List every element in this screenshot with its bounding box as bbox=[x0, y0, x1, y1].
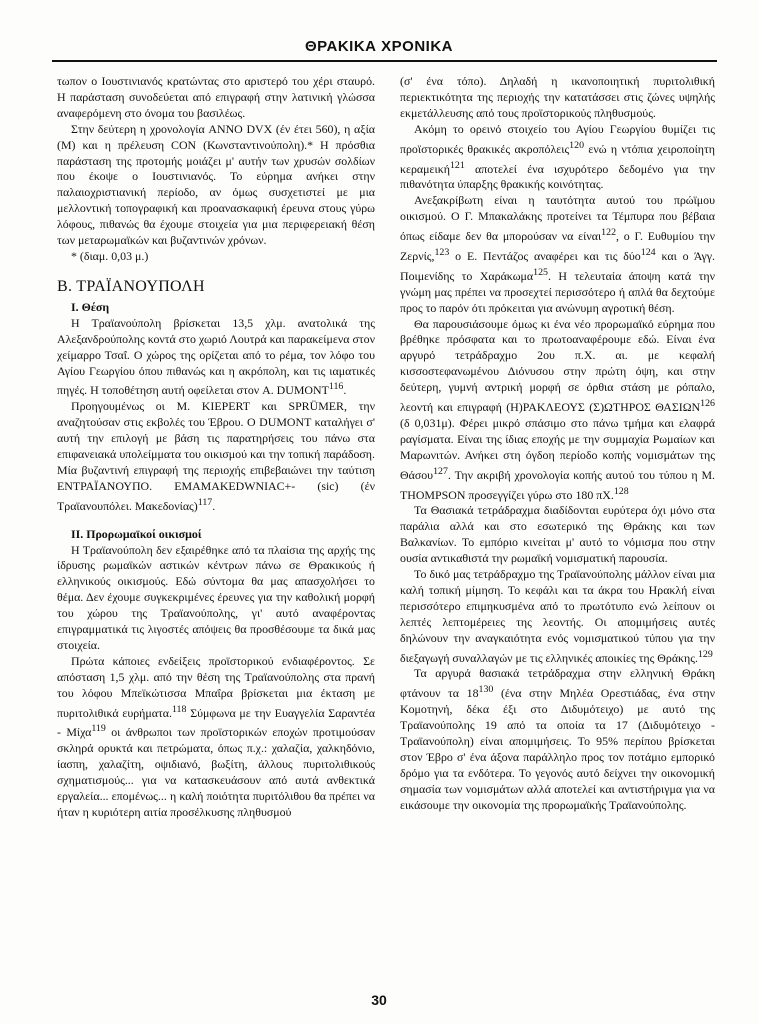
footnote-ref: 124 bbox=[640, 246, 656, 258]
footnote-ref: 125 bbox=[533, 266, 548, 278]
footnote-ref: 123 bbox=[434, 246, 450, 258]
section-title: Β. ΤΡΑΪΑΝΟΥΠΟΛΗ bbox=[57, 277, 205, 295]
right-column bbox=[400, 74, 715, 814]
paragraph: Το δικό μας τετράδραχμο της Τραϊανούπολης μάλλον είναι μια καλή τοπική μίμηση. Το κεφάλι και τα άκρα του Ηρακλή είναι περισσότερο επιμηκυσμένα από το πρωτότυπο ενώ λείπουν οι λεπτές λεπτομέρειες της λεοντής. Οι απομιμήσεις αυτές δηλώνουν την αναγκαιότητα ενός νομισματικού τύπου για την διεξαγωγή συναλλαγών με τις ελληνικές αποικίες της Θράκης.$^{129}$ bbox=[400, 567, 715, 665]
footnote-ref: 130 bbox=[478, 684, 494, 696]
footnote-ref: 129 bbox=[697, 648, 713, 660]
footnote-ref: 127 bbox=[433, 465, 448, 477]
footnote-ref: 120 bbox=[569, 139, 585, 151]
subsection-heading: Ι. Θέση bbox=[71, 299, 110, 314]
paragraph: Η Τραϊανούπολη βρίσκεται 13,5 χλμ. ανατολικά της Αλεξανδρούπολης κοντά στο χωριό Λουτρά και παρακείμενα στον χείμαρρο Τσαΐ. Ο χώρος της ορίζεται από το ρέμα, τον λόφο του Αγίου Γεωργίου όπου πιθανώς και η ακρόπολη, και τις ιαματικές πηγές. Η τοποθέτηση αυτή οφείλεται στον A. DUMONT$^{116}$. bbox=[57, 315, 375, 398]
footnote-ref: 117 bbox=[197, 496, 213, 508]
paragraph: (σ' ένα τόπο). Δηλαδή η ικανοποιητική πυριτολιθική περιεκτικότητα της περιοχής την κατατάσσει στις ζώνες υψηλής εκμετάλλευσης από τους προϊστορικούς πληθυσμούς. bbox=[400, 74, 715, 120]
footnote-ref: 118 bbox=[171, 703, 187, 715]
footnote-ref: 126 bbox=[700, 398, 715, 410]
paragraph: Ανεξακρίβωτη είναι η ταυτότητα αυτού του πρώϊμου οικισμού. Ο Γ. Μπακαλάκης προτείνει τα Τέμπυρα που βέβαια όπως είδαμε δεν θα μπορούσαν να είναι$^{122}$, ο Γ. Ευθυμίου την Ζερνίς,$^{123}$ ο Ε. Πεντάζος αναφέρει και τις δύο$^{124}$ και ο Άγγ. Ποιμενίδης το Χαράκωμα$^{125}$. Η τελευταία άποψη κατά την γνώμη μας πρέπει να προσεχτεί περισσότερο ή απλά θα δεχτούμε προς το παρόν ότι πρόκειται για ανώνυμη αγροτική θέση. bbox=[400, 193, 715, 315]
footnote-ref: 122 bbox=[601, 227, 617, 239]
paragraph: Ακόμη το ορεινό στοιχείο του Αγίου Γεωργίου θυμίζει τις προϊστορικές θρακικές ακροπόλεις$^{120}$ ενώ η ντόπια χειροποίητη κεραμεική$^{121}$ αποτελεί ένα ισχυρότερο δεδομένο για την πιθανότητα ύπαρξης θρακικής κοινότητας. bbox=[400, 121, 715, 192]
paragraph: Πρώτα κάποιες ενδείξεις προϊστορικού ενδιαφέροντος. Σε απόσταση 1,5 χλμ. από την θέση της Τραϊανούπολης στα πρανή του λόφου Μπεϊκώτισσα Μπαΐρα βρίσκεται μια έκταση με πυριτολιθικά ευρήματα.$^{118}$ Σύμφωνα με την Ευαγγελία Σαραντέα - Μίχα$^{119}$ οι άνθρωποι των προϊστορικών εποχών προτιμούσαν σκληρά ορυκτά και πετρώματα, όπως π.χ.: χαλαζία, χαλκηδόνιο, ίασπη, χαλαζίτη, οψιδιανό, βωξίτη, άλλους πυριτολιθικούς σχηματισμούς... για να κατασκευάσουν από αυτά ανθεκτικά εργαλεία... επομένως... η καλή ποιότητα πυριτόλιθου θα πρέπει να ήταν η κυριότερη αιτία προσέλκυσης πληθυσμού bbox=[57, 653, 376, 819]
paragraph: Στην δεύτερη η χρονολογία ANNO DVX (έν έτει 560), η αξία (M) και η πρέλευση CON (Κωνσταντινούπολη).* Η πρόσθια παράσταση της προτομής μοιάζει μ' αυτήν των χρυσών σολδίων που έκοψε ο Ιουστινιανός. Το εύρημα ανήκει στην παλαιοχριστιανική περίοδο, αν όμως συσχετιστεί με μια μελλοντική τοπογραφική και προανασκαφική έρευνα στους γύρω λόφους, πιθανώς θα έχουμε στοιχεία για μια περιφερειακή θέση των μεταρωμαϊκών και βυζαντινών χρόνων. bbox=[57, 121, 375, 248]
paragraph: Προηγουμένως οι M. KIEPERT και SPRÜMER, την αναζητούσαν στις εκβολές του Έβρου. Ο DUMONT καταλήγει σ' αυτή την επιλογή με βάση τις παρατηρήσεις του πάνω στα επιφανειακά υπολείμματα του οικισμού και την τοπική παράδοση. Μία βυζαντινή επιγραφή της περιοχής επιβεβαιώνει την ταύτιση ΕΝΤΡΑΪΑΝΟΥΠΟ. EMAMAKEDWNIAC+- (sic) (έν Τραϊανουπόλει. Μακεδονίας)$^{117}$. bbox=[57, 399, 375, 513]
coin-diameter-note: * (διαμ. 0,03 μ.) bbox=[71, 248, 149, 263]
paragraph: Θα παρουσιάσουμε όμως κι ένα νέο προρωμαϊκό εύρημα που βρέθηκε πρόσφατα και το πρωτοαναφέρουμε εδώ. Είναι ένα αργυρό τετράδραχμο 2ου π.Χ. αι. με κεφαλή κισσοστεφανωμένου Διόνυσου στην πρώτη όψη, και στην δεύτερη, γυμνή αντρική μορφή σε όρθια στάση με ρόπαλο, λεοντή και επιγραφή (Η)ΡΑΚΛΕΟΥΣ (Σ)ΩΤΗΡΟΣ ΘΑΣΙΩΝ$^{126}$ (δ 0,031μ). Φέρει μικρό σπάσιμο στο πάνω τμήμα και ελαφρά ραγίσματα. Είναι της ίδιας εποχής με την συμμαχία Ρωμαίων και Μαρωνιτών. Ανήκει στη όγδοη περίοδο κοπής νομισμάτων της Θάσου$^{127}$. Την ακριβή χρονολογία κοπής αυτού του τύπου η M. THOMPSON προσεγγίζει γύρω στο 180 πΧ.$^{128}$ bbox=[400, 316, 715, 502]
paragraph: Τα αργυρά θασιακά τετράδραχμα στην ελληνική Θράκη φτάνουν τα $18^{130}$ (ένα στην Μηλέα Ορεστιάδας, ένα στην Κομοτηνή, δέκα έξι στο Διδυμότειχο) με αυτό της Τραϊανούπολης 19 από τα οποία τα 17 (Διδυμότειχο - Τραϊανούπολη) είναι απομιμήσεις. Το 95% περίπου βρίσκεται στον Έβρο σ' ένα άξονα παράλληλο προς τον ποτάμιο εμπορικό δρόμο για τα ενδότερα. Το γεγονός αυτό δείχνει την οικονομική σημασία των νομισμάτων αλλά αποτελεί και αντιστήριγμα για να εικάσουμε την οικονομία της προρωμαϊκής Τραϊανούπολης. bbox=[400, 666, 715, 812]
footnote-ref: 119 bbox=[91, 723, 106, 735]
footnote-ref: 121 bbox=[449, 159, 465, 171]
footnote-ref: 128 bbox=[613, 485, 629, 497]
running-head: ΘΡΑΚΙΚΑ ΧΡΟΝΙΚΑ bbox=[304, 38, 454, 55]
paragraph: τωπον ο Ιουστινιανός κρατώντας στο αριστερό του χέρι σταυρό. Η παράσταση συνοδεύεται από επιγραφή στην λατινική γλώσσα αναφερόμενη στο όνομα του βασιλέως. bbox=[57, 74, 375, 120]
footnote-ref: 116 bbox=[328, 381, 344, 393]
page-number: 30 bbox=[371, 992, 387, 1008]
paragraph: Τα Θασιακά τετράδραχμα διαδίδονται ευρύτερα όχι μόνο στα παράλια αλλά και στο εσωτερικό της Θράκης και των Βαλκανίων. Το εμπόριο κινείται μ' αυτό το νόμισμα που στην ουσία αντικαθιστά την ρωμαϊκή νομισματική παρουσία. bbox=[400, 503, 715, 566]
left-column bbox=[57, 74, 375, 821]
subsection-heading: ΙΙ. Προρωμαϊκοί οικισμοί bbox=[71, 526, 202, 541]
paragraph: Η Τραϊανούπολη δεν εξαιρέθηκε από τα πλαίσια της αρχής της ίδρυσης ρωμαϊκών αστικών κέντρων πάνω σε Θρακικούς ή ελληνικούς οικισμούς. Εδώ σύντομα θα μας απασχολήσει το θέμα. Δεν έχουμε συγκεκριμένες έρευνες για την καθολική μορφή του χώρου της Τραϊανούπολης, γι' αυτό αναφέροντας επιγραμματικά τις λιγοστές απόψεις θα προσθέσουμε τα δικά μας στοιχεία. bbox=[57, 542, 375, 652]
header-rule bbox=[52, 60, 717, 62]
